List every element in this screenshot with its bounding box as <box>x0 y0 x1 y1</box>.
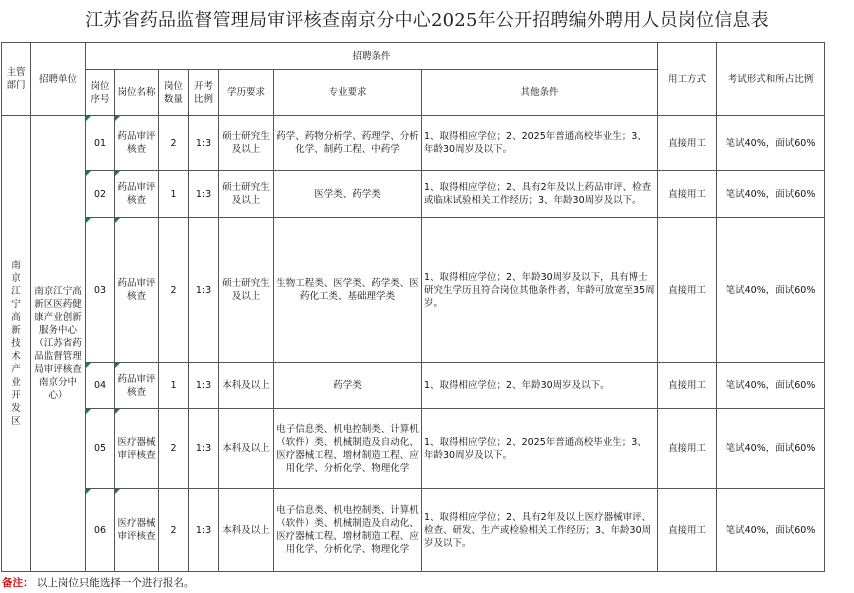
row-exam: 笔试40%，面试60% <box>717 409 825 489</box>
row-education: 本科及以上 <box>219 489 274 572</box>
row-ratio: 1:3 <box>189 409 219 489</box>
row-ratio: 1:3 <box>189 116 219 171</box>
row-ratio: 1:3 <box>189 171 219 218</box>
row-major: 药学类 <box>274 363 422 409</box>
table-row <box>2 218 825 363</box>
header-major: 专业要求 <box>274 70 422 116</box>
row-major: 电子信息类、机电控制类、计算机（软件）类、机械制造及自动化、医疗器械工程、增材制造工程、应用化学、分析化学、物理化学 <box>274 409 422 489</box>
row-exam: 笔试40%，面试60% <box>717 116 825 171</box>
row-no: 03 <box>86 218 115 363</box>
row-employment: 直接用工 <box>658 116 717 171</box>
row-education: 硕士研究生及以上 <box>219 171 274 218</box>
row-education: 本科及以上 <box>219 363 274 409</box>
unit-cell: 南京江宁高新区医药健康产业创新服务中心（江苏省药品监督管理局审评核查南京分中心） <box>31 116 86 572</box>
row-employment: 直接用工 <box>658 363 717 409</box>
row-count: 2 <box>159 116 189 171</box>
row-name: 药品审评核查 <box>115 116 159 171</box>
row-count: 1 <box>159 171 189 218</box>
table-row <box>2 489 825 572</box>
row-major: 医学类、药学类 <box>274 171 422 218</box>
row-other: 1、取得相应学位；2、具有2年及以上医疗器械审评、检查、研发、生产或检验相关工作经历；3、年龄30周岁及以下。 <box>422 489 658 572</box>
row-ratio: 1:3 <box>189 363 219 409</box>
row-no: 02 <box>86 171 115 218</box>
table-row <box>2 409 825 489</box>
page-title: 江苏省药品监督管理局审评核查南京分中心2025年公开招聘编外聘用人员岗位信息表 <box>85 10 769 31</box>
header-dept: 主管部门 <box>2 43 31 116</box>
row-other: 1、取得相应学位；2、年龄30周岁及以下，具有博士研究生学历且符合岗位其他条件者，年龄可放宽至35周岁。 <box>422 218 658 363</box>
row-employment: 直接用工 <box>658 218 717 363</box>
header-post-no: 岗位序号 <box>86 70 115 116</box>
table-row <box>2 116 825 171</box>
dept-cell: 南京江宁高新技术产业开发区 <box>2 116 31 572</box>
row-major: 电子信息类、机电控制类、计算机（软件）类、机械制造及自动化、医疗器械工程、增材制造工程、应用化学、分析化学、物理化学 <box>274 489 422 572</box>
row-no: 06 <box>86 489 115 572</box>
row-exam: 笔试40%，面试60% <box>717 218 825 363</box>
row-major: 药学、药物分析学、药理学、分析化学、制药工程、中药学 <box>274 116 422 171</box>
row-education: 硕士研究生及以上 <box>219 218 274 363</box>
header-conditions: 招聘条件 <box>86 43 658 70</box>
row-employment: 直接用工 <box>658 409 717 489</box>
row-name: 医疗器械审评核查 <box>115 489 159 572</box>
job-info-table <box>1 42 825 572</box>
row-ratio: 1:3 <box>189 489 219 572</box>
row-count: 1 <box>159 363 189 409</box>
row-name: 药品审评核查 <box>115 218 159 363</box>
header-count: 岗位数量 <box>159 70 189 116</box>
row-employment: 直接用工 <box>658 171 717 218</box>
row-name: 医疗器械审评核查 <box>115 409 159 489</box>
header-education: 学历要求 <box>219 70 274 116</box>
row-count: 2 <box>159 218 189 363</box>
row-education: 本科及以上 <box>219 409 274 489</box>
row-count: 2 <box>159 489 189 572</box>
row-count: 2 <box>159 409 189 489</box>
footnote <box>2 575 194 590</box>
row-major: 生物工程类、医学类、药学类、医药化工类、基础理学类 <box>274 218 422 363</box>
row-name: 药品审评核查 <box>115 363 159 409</box>
row-exam: 笔试40%，面试60% <box>717 363 825 409</box>
header-unit: 招聘单位 <box>31 43 86 116</box>
footnote-text: 以上岗位只能选择一个进行报名。 <box>36 577 195 589</box>
header-other: 其他条件 <box>422 70 658 116</box>
row-employment: 直接用工 <box>658 489 717 572</box>
row-education: 硕士研究生及以上 <box>219 116 274 171</box>
row-no: 01 <box>86 116 115 171</box>
row-other: 1、取得相应学位；2、2025年普通高校毕业生；3、年龄30周岁及以下。 <box>422 409 658 489</box>
row-other: 1、取得相应学位；2、2025年普通高校毕业生；3、年龄30周岁及以下。 <box>422 116 658 171</box>
row-exam: 笔试40%，面试60% <box>717 171 825 218</box>
header-post-name: 岗位名称 <box>115 70 159 116</box>
row-other: 1、取得相应学位；2、具有2年及以上药品审评、检查或临床试验相关工作经历；3、年龄30周岁及以下。 <box>422 171 658 218</box>
header-employment: 用工方式 <box>658 43 717 116</box>
header-exam: 考试形式和所占比例 <box>717 43 825 116</box>
table-row <box>2 363 825 409</box>
row-no: 04 <box>86 363 115 409</box>
row-other: 1、取得相应学位；2、年龄30周岁及以下。 <box>422 363 658 409</box>
row-exam: 笔试40%，面试60% <box>717 489 825 572</box>
footnote-label: 备注： <box>2 577 34 589</box>
row-no: 05 <box>86 409 115 489</box>
row-ratio: 1:3 <box>189 218 219 363</box>
header-ratio: 开考比例 <box>189 70 219 116</box>
row-name: 药品审评核查 <box>115 171 159 218</box>
table-row <box>2 171 825 218</box>
